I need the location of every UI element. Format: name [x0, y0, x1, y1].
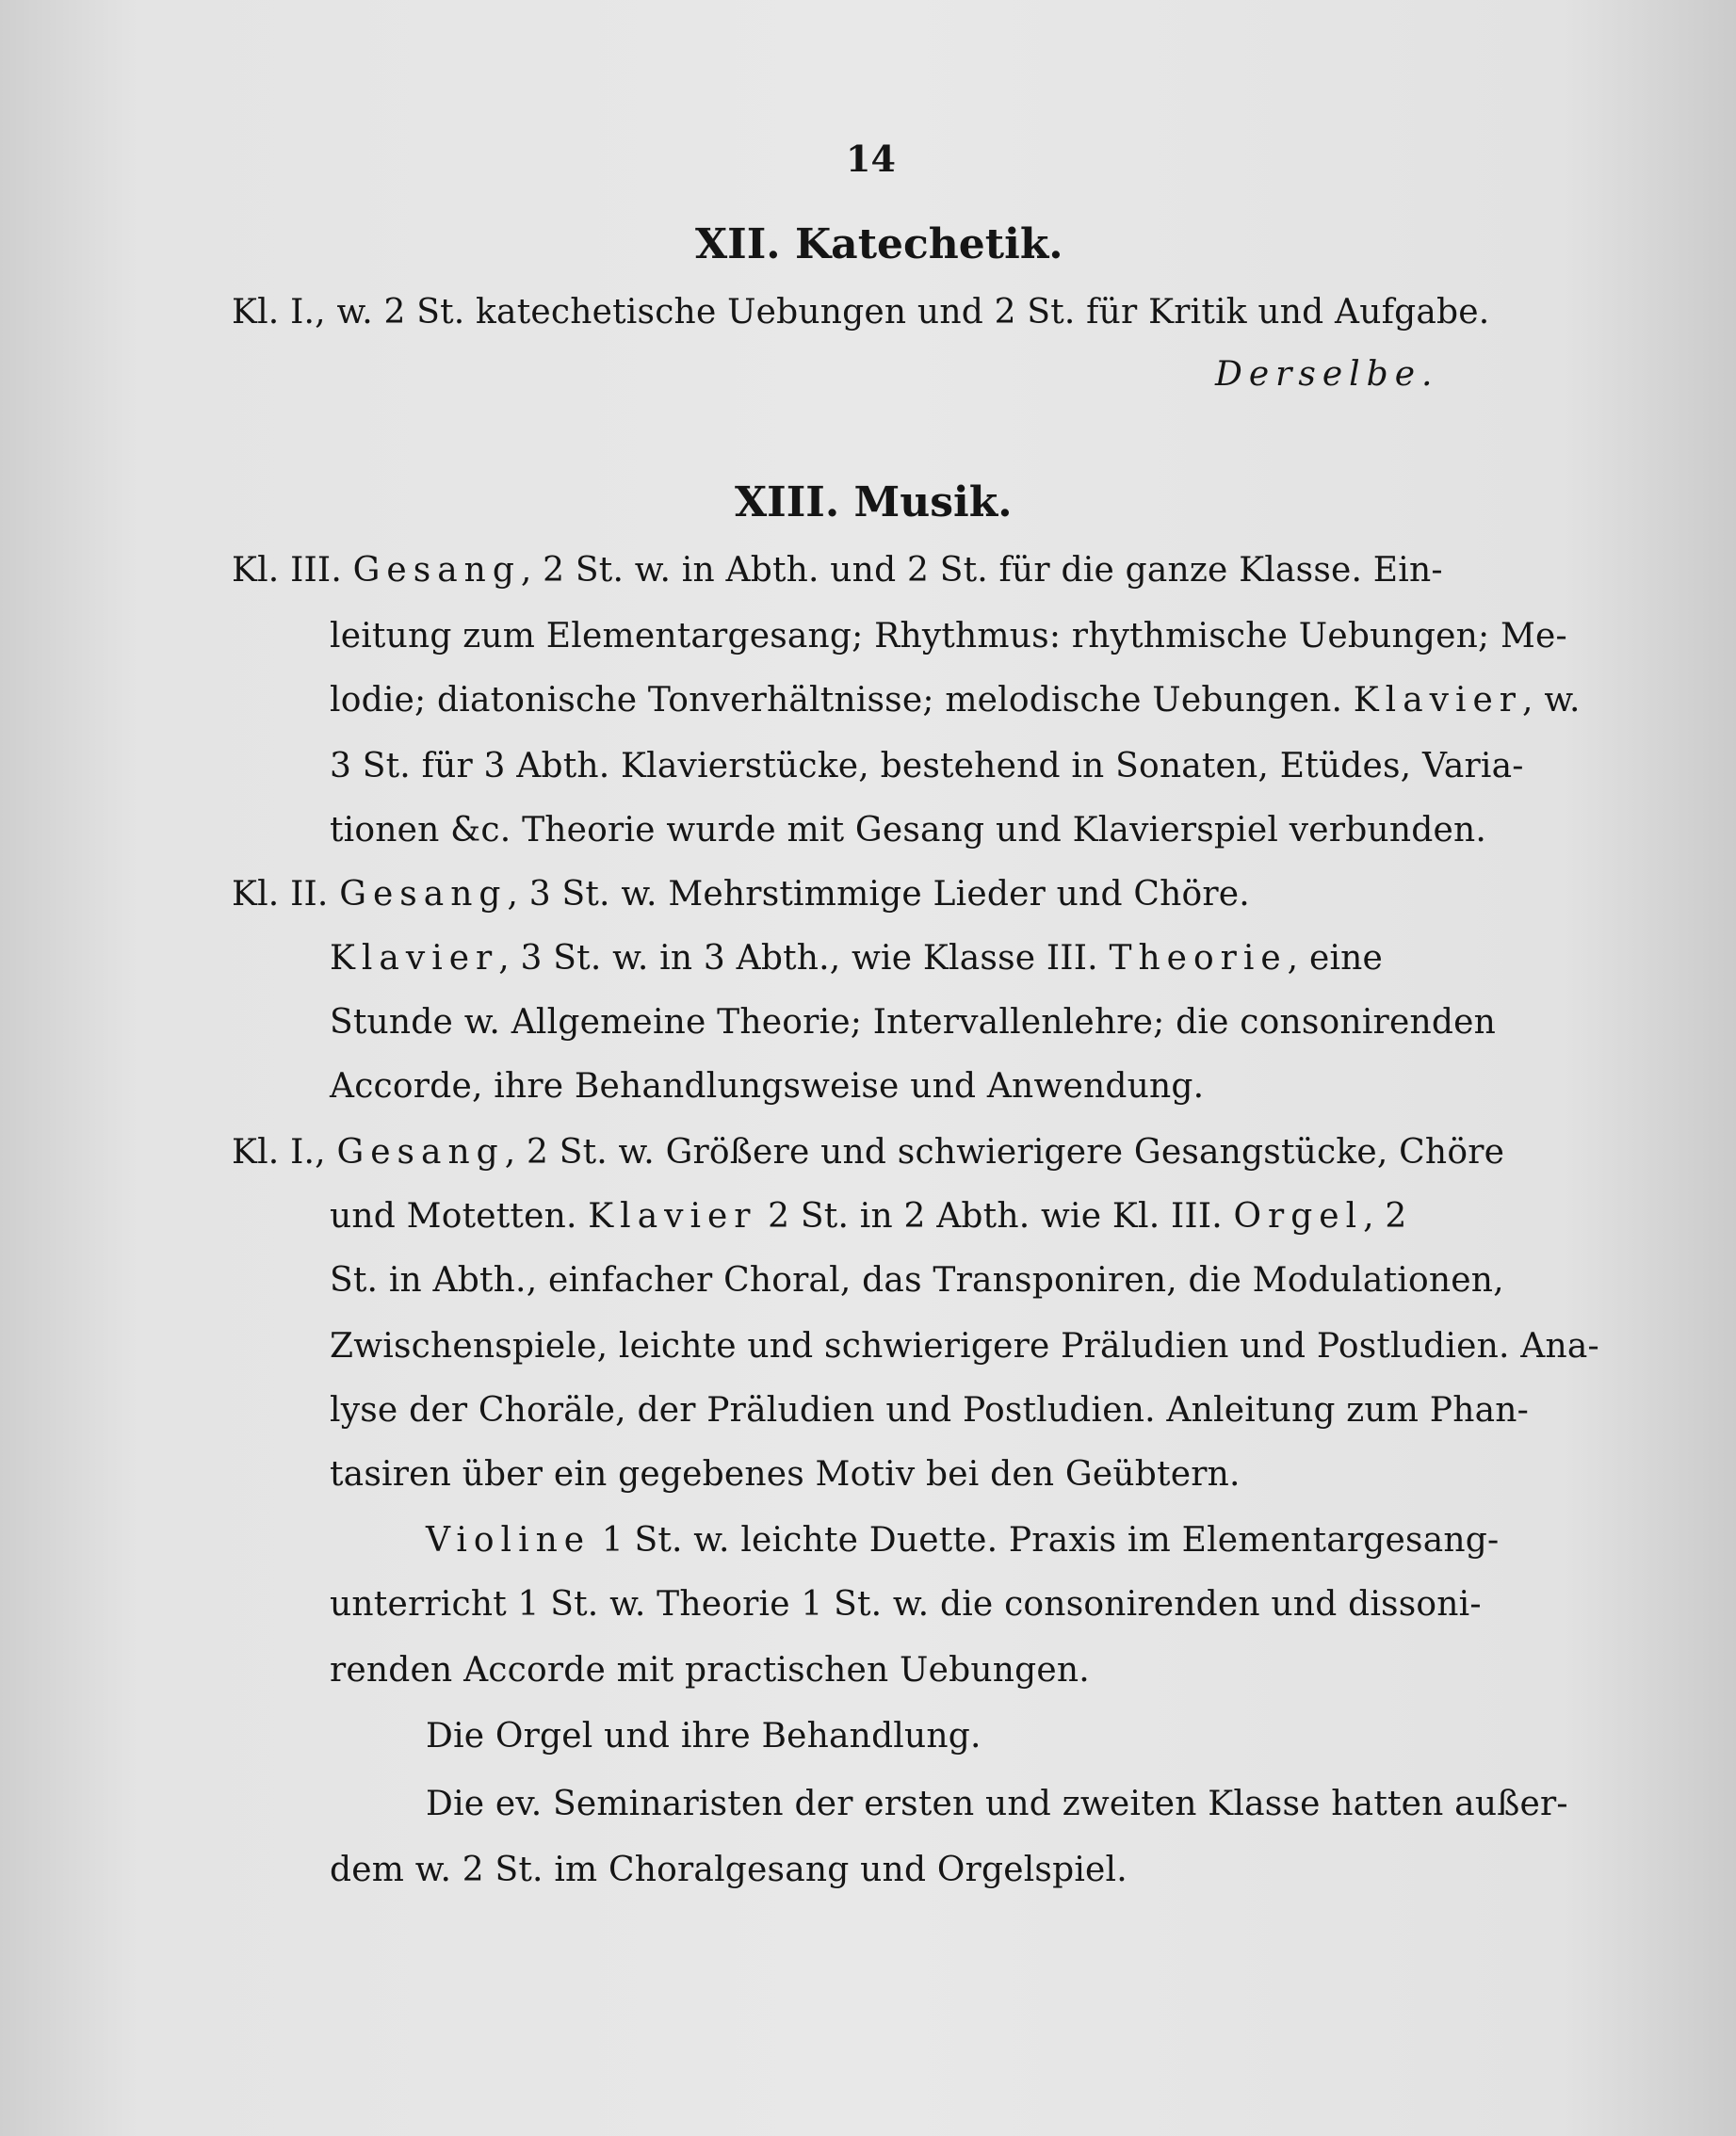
author-name: Derselbe.	[1215, 355, 1439, 394]
emphasis-term: Gesang	[336, 1133, 505, 1172]
text-segment: St. in Abth., einfacher Choral, das Transponiren, die Modulationen,	[330, 1261, 1504, 1300]
emphasis-term: Klavier	[588, 1197, 757, 1236]
text-line	[330, 1584, 1482, 1626]
emphasis-term: Theorie	[1109, 939, 1288, 978]
text-line	[330, 810, 1486, 851]
signature-line	[1215, 354, 1438, 396]
section-heading-musik: XIII. Musik.	[735, 478, 1013, 526]
section-heading-katechetik: XII. Katechetik.	[695, 220, 1063, 268]
text-segment: renden Accorde mit practischen Uebungen.	[330, 1651, 1090, 1690]
text-segment: , 2 St. w. Größere und schwierigere Gesangstücke, Chöre	[504, 1133, 1505, 1172]
text-segment: , 2	[1363, 1197, 1407, 1236]
text-segment: unterricht 1 St. w. Theorie 1 St. w. die consonirenden und dissoni-	[330, 1585, 1482, 1624]
text-segment: , 3 St. w. in 3 Abth., wie Klasse III.	[498, 939, 1110, 978]
text-line	[330, 1390, 1529, 1432]
text-segment: , 3 St. w. Mehrstimmige Lieder und Chöre.	[507, 875, 1250, 914]
text-segment: und Motetten.	[330, 1197, 589, 1236]
text-line	[330, 680, 1581, 721]
text-line	[426, 1520, 1499, 1562]
text-segment: lyse der Choräle, der Präludien und Postludien. Anleitung zum Phan-	[330, 1391, 1530, 1430]
text-line	[330, 746, 1524, 787]
text-line	[232, 550, 1443, 591]
text-line	[232, 292, 1490, 333]
text-segment: 2 St. in 2 Abth. wie Kl. III.	[756, 1197, 1234, 1236]
text-segment: , w.	[1522, 681, 1581, 720]
page-number: 14	[846, 138, 896, 180]
text-segment: Kl. I., w. 2 St. katechetische Uebungen und 2 St. für Kritik und Aufgabe.	[232, 293, 1490, 332]
text-segment: lodie; diatonische Tonverhältnisse; melodische Uebungen.	[330, 681, 1354, 720]
text-line	[426, 1716, 982, 1757]
text-segment: tasiren über ein gegebenes Motiv bei den Geübtern.	[330, 1455, 1241, 1494]
text-segment: 1 St. w. leichte Duette. Praxis im Elementargesang-	[591, 1521, 1500, 1560]
text-line	[330, 1196, 1407, 1238]
text-segment: Accorde, ihre Behandlungsweise und Anwendung.	[330, 1067, 1205, 1106]
text-segment: tionen &c. Theorie wurde mit Gesang und Klavierspiel verbunden.	[330, 811, 1486, 850]
text-segment: Kl. III.	[232, 551, 353, 590]
text-line	[330, 1002, 1496, 1044]
emphasis-term: Klavier	[330, 939, 499, 978]
text-line	[330, 938, 1383, 979]
emphasis-term: Violine	[426, 1521, 592, 1560]
text-segment: leitung zum Elementargesang; Rhythmus: rhythmische Uebungen; Me-	[330, 617, 1567, 655]
text-segment: Die ev. Seminaristen der ersten und zweiten Klasse hatten außer-	[426, 1785, 1568, 1823]
text-line	[330, 1850, 1128, 1891]
emphasis-term: Klavier	[1353, 681, 1523, 720]
text-line	[232, 874, 1250, 915]
text-segment: Kl. I.,	[232, 1133, 337, 1172]
text-line	[330, 1066, 1204, 1108]
text-segment: dem w. 2 St. im Choralgesang und Orgelspiel.	[330, 1851, 1128, 1889]
emphasis-term: Gesang	[339, 875, 508, 914]
text-segment: Die Orgel und ihre Behandlung.	[426, 1717, 982, 1756]
emphasis-term: Gesang	[352, 551, 521, 590]
text-line	[330, 1650, 1090, 1691]
text-line	[330, 1260, 1504, 1302]
text-segment: Zwischenspiele, leichte und schwierigere Präludien und Postludien. Ana-	[330, 1327, 1599, 1366]
text-segment: Stunde w. Allgemeine Theorie; Intervallenlehre; die consonirenden	[330, 1003, 1496, 1042]
text-line	[330, 1326, 1599, 1367]
emphasis-term: Orgel	[1233, 1197, 1364, 1236]
text-segment: , eine	[1287, 939, 1384, 978]
text-line	[232, 1132, 1504, 1173]
text-segment: 3 St. für 3 Abth. Klavierstücke, bestehend in Sonaten, Etüdes, Varia-	[330, 747, 1524, 785]
text-segment: , 2 St. w. in Abth. und 2 St. für die ganze Klasse. Ein-	[520, 551, 1443, 590]
text-line	[426, 1784, 1568, 1825]
text-line	[330, 1454, 1241, 1496]
text-line	[330, 616, 1567, 657]
text-segment: Kl. II.	[232, 875, 340, 914]
